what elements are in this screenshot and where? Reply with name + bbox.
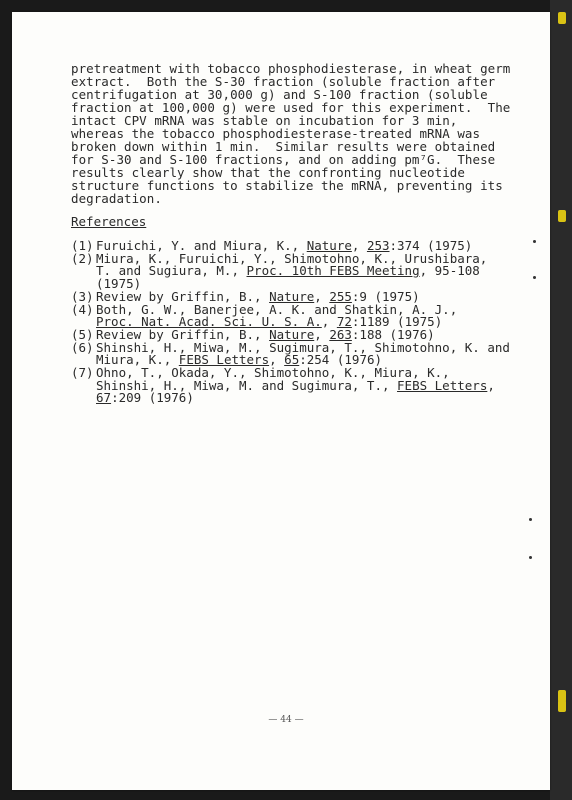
reference-fragment: (1975)	[96, 276, 142, 292]
paragraph-line: results clearly show that the confronting nucleotide	[71, 165, 465, 180]
reference-fragment: Furuichi, Y. and Miura, K.,	[96, 238, 307, 253]
underlined-citation: 255	[329, 288, 352, 304]
reference-item	[71, 301, 511, 330]
paragraph-line: pretreatment with tobacco phosphodiesterase, in wheat germ	[71, 61, 511, 76]
reference-text	[96, 301, 458, 330]
binder-tab	[558, 210, 566, 222]
reference-fragment: :1189 (1975)	[351, 314, 443, 330]
paragraph-line: centrifugation at 30,000 g) and S-100 fraction (soluble	[71, 87, 488, 102]
underlined-citation: Nature	[269, 288, 315, 304]
binding-strip	[550, 0, 572, 800]
paragraph-line: for S-30 and S-100 fractions, and on adding pm⁷G. These	[71, 152, 496, 167]
reference-text	[96, 250, 488, 292]
paragraph-line: structure functions to stabilize the mRNA, preventing its	[71, 178, 503, 193]
reference-number: (3)	[71, 288, 94, 304]
reference-fragment: Review by Griffin, B.,	[96, 288, 270, 304]
binder-tab	[558, 700, 566, 712]
reference-fragment: :254 (1976)	[299, 352, 383, 368]
reference-number: (6)	[71, 339, 94, 355]
reference-fragment: Ohno, T., Okada, Y., Shimotohno, K., Miura, K.,	[96, 365, 450, 381]
reference-item	[71, 339, 511, 368]
underlined-citation: 263	[329, 326, 352, 342]
reference-fragment: Review by Griffin, B.,	[96, 326, 270, 342]
body-paragraph	[71, 61, 511, 206]
underlined-citation: 65	[284, 352, 300, 368]
reference-fragment: Miura, K.,	[96, 352, 179, 368]
reference-fragment: ,	[269, 352, 285, 368]
reference-fragment: Shinshi, H., Miwa, M. and Sugimura, T.,	[96, 377, 398, 393]
reference-fragment: ,	[314, 326, 330, 342]
reference-fragment: :9 (1975)	[351, 288, 420, 304]
reference-fragment: :209 (1976)	[111, 390, 194, 406]
reference-item	[71, 250, 511, 292]
underlined-citation: 67	[96, 390, 112, 406]
reference-fragment: T. and Sugiura, M.,	[96, 263, 247, 279]
page-number: — 44 —	[268, 715, 304, 725]
paragraph-line: degradation.	[71, 191, 162, 206]
paragraph-line: whereas the tobacco phosphodiesterase-treated mRNA was	[71, 126, 481, 141]
underlined-citation: 72	[336, 314, 352, 330]
reference-number: (4)	[71, 301, 94, 317]
reference-fragment: , 95-108	[419, 263, 480, 279]
reference-fragment: Shinshi, H., Miwa, M., Sugimura, T., Shimotohno, K. and	[96, 339, 510, 355]
reference-fragment: Both, G. W., Banerjee, A. K. and Shatkin, A. J.,	[96, 301, 458, 317]
references-list	[71, 240, 511, 405]
underlined-citation: Proc. Nat. Acad. Sci. U. S. A.	[96, 314, 322, 330]
reference-item	[71, 367, 511, 405]
underlined-citation: 253	[366, 238, 390, 253]
margin-speck	[533, 240, 536, 243]
margin-speck	[533, 276, 536, 279]
underlined-citation: Proc. 10th FEBS Meeting	[246, 263, 420, 279]
reference-number: (2)	[71, 250, 94, 266]
margin-speck	[529, 518, 532, 521]
reference-fragment: ,	[487, 377, 495, 393]
underlined-citation: FEBS Letters	[397, 377, 488, 393]
paragraph-line: broken down within 1 min. Similar results were obtained	[71, 139, 496, 154]
reference-text	[96, 339, 510, 368]
reference-fragment: ,	[314, 288, 330, 304]
paragraph-line: extract. Both the S-30 fraction (soluble fraction after	[71, 74, 496, 89]
paragraph-line: intact CPV mRNA was stable on incubation for 3 min,	[71, 113, 458, 128]
reference-text	[96, 367, 495, 405]
reference-number: (5)	[71, 326, 94, 342]
reference-fragment: ,	[321, 314, 337, 330]
binder-tab	[558, 12, 566, 24]
underlined-citation: Nature	[269, 326, 315, 342]
reference-number: (7)	[71, 365, 94, 381]
reference-fragment: ,	[351, 238, 367, 253]
reference-fragment: :188 (1976)	[351, 326, 435, 342]
reference-fragment: :374 (1975)	[389, 238, 473, 253]
reference-line	[96, 265, 487, 278]
underlined-citation: Nature	[306, 238, 352, 253]
reference-line	[96, 392, 495, 405]
reference-fragment: Miura, K., Furuichi, Y., Shimotohno, K., Urushibara,	[96, 250, 488, 266]
margin-speck	[529, 556, 532, 559]
paragraph-line: fraction at 100,000 g) were used for this experiment. The	[71, 100, 511, 115]
references-heading: References	[71, 214, 147, 229]
reference-number: (1)	[71, 238, 94, 253]
underlined-citation: FEBS Letters	[178, 352, 270, 368]
